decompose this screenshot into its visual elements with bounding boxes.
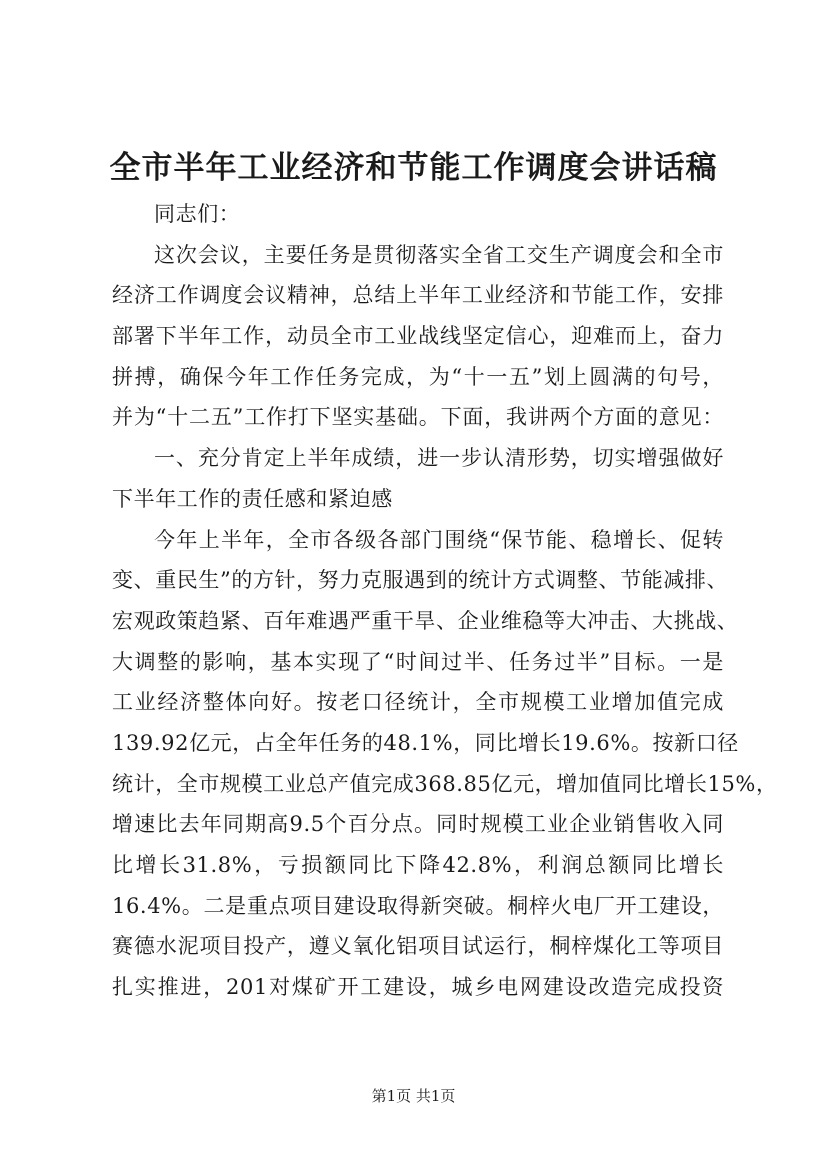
paragraph-line: 宏观政策趋紧、百年难遇严重干旱、企业维稳等大冲击、大挑战、 [112,608,739,633]
paragraph-line: 工业经济整体向好。按老口径统计，全市规模工业增加值完成 [112,690,724,715]
document-title: 全市半年工业经济和节能工作调度会讲话稿 [109,150,718,186]
paragraph-line: 比增长31.8%，亏损额同比下降42.8%，利润总额同比增长 [112,853,724,877]
paragraph-line: 扎实推进，201对煤矿开工建设，城乡电网建设改造完成投资 [112,975,724,1000]
paragraph-line: 这次会议，主要任务是贯彻落实全省工交生产调度会和全市 [154,242,724,267]
paragraph-line: 并为“十二五”工作打下坚实基础。下面，我讲两个方面的意见： [112,405,724,430]
paragraph-line: 赛德水泥项目投产，遵义氧化铝项目试运行，桐梓煤化工等项目 [112,934,724,959]
paragraph-line: 139.92亿元，占全年任务的48.1%，同比增长19.6%。按新口径 [112,730,739,755]
paragraph-line: 今年上半年，全市各级各部门围绕“保节能、稳增长、促转 [154,527,724,552]
paragraph-line: 16.4%。二是重点项目建设取得新突破。桐梓火电厂开工建设， [112,893,724,918]
section-heading-line: 下半年工作的责任感和紧迫感 [112,486,393,511]
section-heading-line: 一、充分肯定上半年成绩，进一步认清形势，切实增强做好 [154,446,724,471]
page-footer: 第1页 共1页 [371,1087,456,1105]
salutation-line: 同志们： [154,202,241,226]
paragraph-line: 变、重民生”的方针，努力克服遇到的统计方式调整、节能减排、 [112,568,729,593]
paragraph-line: 拼搏，确保今年工作任务完成，为“十一五”划上圆满的句号， [112,364,724,389]
paragraph-line: 经济工作调度会议精神，总结上半年工业经济和节能工作，安排 [112,283,724,308]
paragraph-line: 大调整的影响，基本实现了“时间过半、任务过半”目标。一是 [112,649,724,674]
paragraph-line: 统计，全市规模工业总产值完成368.85亿元，增加值同比增长15%， [112,771,778,796]
paragraph-line: 增速比去年同期高9.5个百分点。同时规模工业企业销售收入同 [112,812,724,837]
paragraph-line: 部署下半年工作，动员全市工业战线坚定信心，迎难而上，奋力 [112,324,724,349]
document-body [112,194,778,1008]
